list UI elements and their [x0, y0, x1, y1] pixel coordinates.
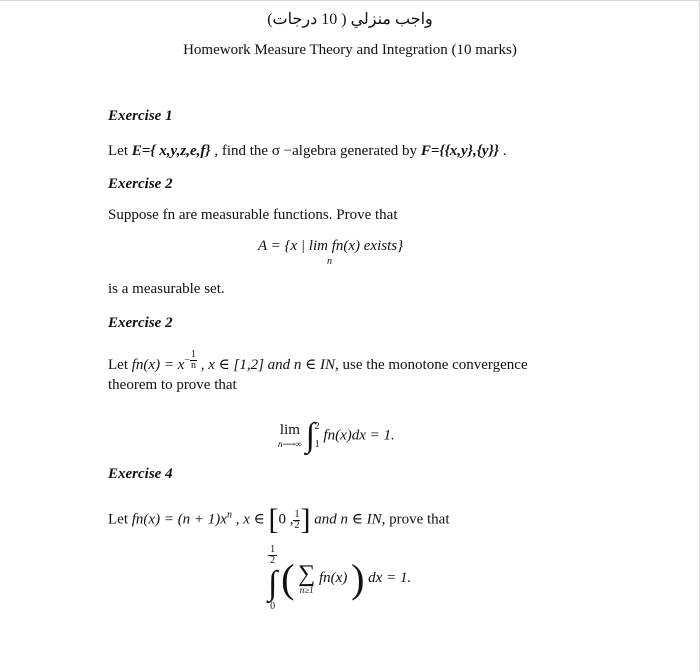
right-paren: ): [351, 555, 365, 601]
left-bracket: [: [268, 503, 279, 536]
exponent-denominator: n: [191, 360, 196, 371]
exercise-1-middle: , find the σ −algebra generated by: [214, 143, 418, 159]
exercise-1-end: .: [502, 143, 507, 159]
exercise-1-lead: Let: [108, 143, 128, 159]
sum-index: n≥1: [299, 584, 314, 595]
exercise-4-integrand: fn(x): [319, 569, 348, 586]
exercise-2-statement: Suppose fn are measurable functions. Prove that: [108, 207, 398, 223]
page-title: Homework Measure Theory and Integration (10 marks): [183, 42, 517, 58]
upper-denominator: 2: [270, 555, 276, 566]
integral-sign-2: ∫: [268, 565, 278, 602]
upper-numerator: 1: [268, 545, 277, 556]
exercise-2-formula: A = {x | lim fn(x) exists}: [258, 238, 404, 254]
exercise-3-exponent: [190, 350, 197, 371]
lim-subscript: n⟶∞: [278, 439, 302, 449]
exercise-2-lim-sub: n: [327, 256, 332, 267]
arabic-title: واجب منزلي ( 10 درجات): [267, 11, 433, 28]
exercise-2-tail: is a measurable set.: [108, 281, 225, 297]
page-border-top: [0, 0, 700, 1]
exercise-3-definition: fn(x) = x: [131, 356, 185, 373]
exercise-4-lead: Let: [108, 511, 128, 528]
interval-left: 0 ,: [278, 511, 294, 528]
exercise-3-limit: [278, 417, 395, 455]
exercise-3-heading: Exercise 2: [108, 315, 173, 331]
set-e: E={ x,y,z,e,f}: [131, 143, 211, 159]
sum-sign: ∑: [298, 560, 316, 587]
exercise-4-definition: fn(x) = (n + 1)x: [131, 511, 227, 528]
exercise-4-cond-tail: and n ∈ IN,: [314, 511, 386, 528]
exercise-3-condition: , x ∈ [1,2] and n ∈ IN,: [200, 356, 339, 373]
right-bracket: ]: [300, 503, 311, 536]
exercise-4-power: n: [226, 509, 232, 521]
lim-word: lim: [279, 422, 300, 438]
exercise-3-lead: Let: [108, 356, 128, 373]
half-numerator: 1: [294, 508, 300, 520]
exponent-numerator: 1: [191, 349, 196, 360]
set-f: F={{x,y},{y}}: [420, 143, 500, 159]
exercise-2-heading: Exercise 2: [108, 176, 173, 192]
integral-sign: ∫: [305, 417, 315, 454]
exercise-4-result: dx = 1.: [368, 569, 412, 586]
left-paren: (: [281, 555, 295, 601]
exercise-4-tail: prove that: [389, 511, 450, 528]
exercise-4-statement: [108, 503, 450, 537]
exercise-1-statement: [108, 143, 507, 160]
integral-lower: 1: [314, 439, 320, 450]
exercise-3-line1: Let $fn(x) = x^{- \frac{1}{n}}$ , x ∈ [1,2] and n ∈ IN, use the monotone convergence: [108, 349, 528, 373]
exercise-3-integrand: fn(x)dx = 1.: [323, 427, 395, 444]
exercise-3-line2: theorem to prove that: [108, 377, 237, 393]
upper-limit: [268, 545, 277, 566]
integral-upper: 2: [314, 421, 320, 432]
exercise-3-line1-tail: use the monotone convergence: [342, 356, 528, 373]
lower-limit: 0: [270, 600, 276, 612]
exercise-4-cond-mid: , x ∈: [235, 511, 265, 528]
exercise-1-heading: Exercise 1: [108, 108, 173, 124]
exercise-4-heading: Exercise 4: [108, 466, 173, 482]
half-denominator: 2: [294, 519, 300, 531]
exercise-4-formula: [268, 545, 411, 612]
